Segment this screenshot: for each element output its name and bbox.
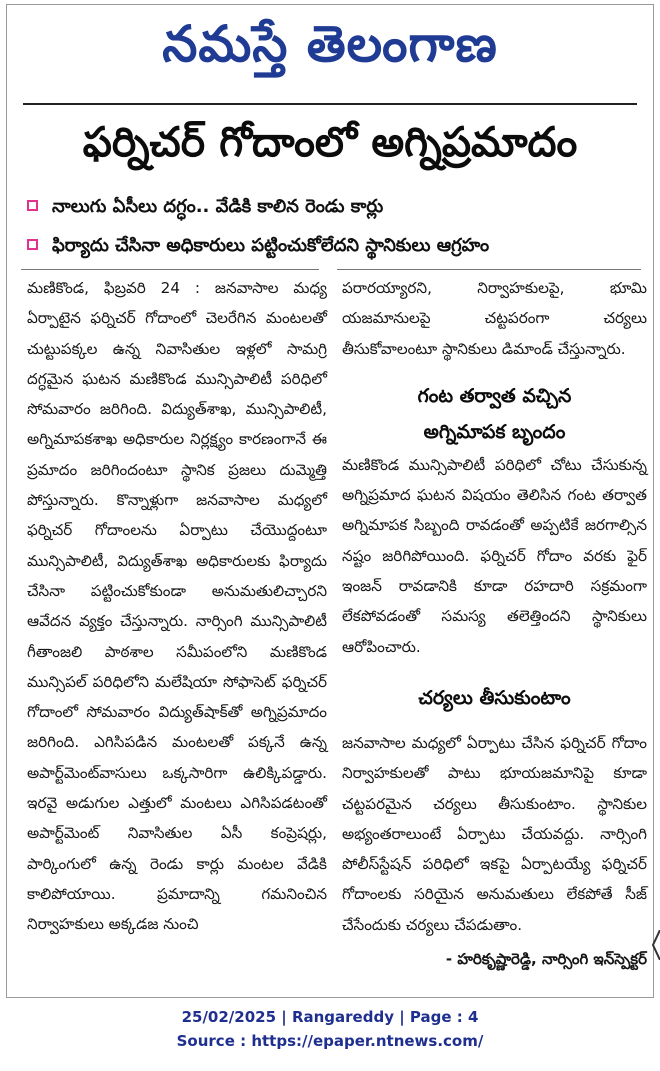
section-heading-fire-team-line1: గంట తర్వాత వచ్చిన [417, 384, 572, 407]
article-left-column [27, 273, 327, 940]
section-heading-action: చర్యలు తీసుకుంటాం [418, 686, 571, 709]
headline-divider [23, 103, 637, 105]
square-bullet-icon [27, 200, 38, 211]
masthead-logo: నమస్తే తెలంగాణ [162, 15, 498, 73]
newspaper-clipping [6, 4, 654, 998]
subheadline-1 [27, 192, 641, 222]
quote-signature: - హరికృష్ణారెడ్డి, నార్సింగి ఇన్‌స్పెక్టర్ [445, 950, 647, 969]
subheadline-text: నాలుగు ఏసీలు దగ్ధం.. వేడికి కాలిన రెండు కార్లు [52, 196, 384, 217]
square-bullet-icon [27, 239, 38, 250]
footer-source-link[interactable]: Source : https://epaper.ntnews.com/ [176, 1032, 484, 1050]
edge-chevron-icon [650, 930, 660, 960]
article-body-left: మణికొండ, ఫిబ్రవరి 24 : జనవాసాల మధ్య ఏర్పాటైన ఫర్నిచర్ గోదాంలో చెలరేగిన మంటలతో చుట్టుపక్కల ఉన్న నివాసితుల ఇళ్లలో సామగ్రి దగ్ధమైన ఘటన మణికొండ మున్సిపాలిటీ పరిధిలో సోమవారం జరిగింది. విద్యుత్‌శాఖ, మున్సిపాలిటీ, అగ్నిమాపకశాఖ అధికారుల నిర్లక్ష్యం కారణంగానే ఈ ప్రమాదం జరిగిందంటూ స్థానిక ప్రజలు దుమ్మెత్తి పోస్తున్నారు. కొన్నాళ్లుగా జనవాసాల మధ్యలో ఫర్నిచర్ గోదాంలను ఏర్పాటు చేయొద్దంటూ మున్సిపాలిటీ, విద్యుత్‌శాఖ అధికారులకు ఫిర్యాదు చేసినా పట్టించుకోకుండా అనుమతులిచ్చారని ఆవేదన వ్యక్తం చేస్తున్నారు. నార్సింగి మున్సిపాలిటీ గీతాంజలి పాఠశాల సమీపంలోని మణికొండ మున్సిపల్ పరిధిలోని మలేషియా సోఫాసెట్ ఫర్నిచర్ గోదాంలో సోమవారం విద్యుత్‌షాక్‌తో అగ్నిప్రమాదం జరిగింది. ఎగిసిపడిన మంటలతో పక్కనే ఉన్న అపార్ట్‌మెంట్‌వాసులు ఒక్కసారిగా ఉలిక్కిపడ్డారు. ఇరవై అడుగుల ఎత్తులో మంటలు ఎగిసిపడటంతో అపార్ట్‌మెంట్ నివాసితుల ఏసీ కంప్రెషర్లు, పార్కింగులో ఉన్న రెండు కార్లు మంటల వేడికి కాలిపోయాయి. ప్రమాదాన్ని గమనించిన నిర్వాహకులు అక్కడజ నుంచి [27, 279, 327, 934]
subheadline-text: ఫిర్యాదు చేసినా అధికారులు పట్టించుకోలేదని స్థానికులు ఆగ్రహం [52, 235, 490, 256]
subheadline-2 [27, 231, 641, 261]
column-top-rule-right [337, 269, 641, 270]
column-top-rule-left [21, 269, 319, 270]
article-headline: ఫర్నిచర్ గోదాంలో అగ్నిప్రమాదం [82, 118, 578, 166]
section-body-fire-team: మణికొండ మున్సిపాలిటీ పరిధిలో చోటు చేసుకున్న అగ్నిప్రమాద ఘటన విషయం తెలిసిన గంట తర్వాత అగ్నిమాపక సిబ్బంది రావడంతో అప్పటికే జరగాల్సిన నష్టం జరిగిపోయింది. ఫర్నిచర్ గోదాం వరకు ఫైర్ ఇంజన్ రావడానికి కూడా రహదారి సక్రమంగా లేకపోవడంతో సమస్య తలెత్తిందని స్థానికులు ఆరోపించారు. [342, 455, 647, 656]
footer-date-edition: 25/02/2025 | Rangareddy | Page : 4 [181, 1008, 479, 1026]
article-right-column [342, 273, 647, 974]
section-body-action: జనవాసాల మధ్యలో ఏర్పాటు చేసిన ఫర్నిచర్ గోదాం నిర్వాహకులతో పాటు భూయజమానిపై కూడా చట్టపరమైన చర్యలు తీసుకుంటాం. స్థానికుల అభ్యంతరాలుంటే ఏర్పాటు చేయవద్దు. నార్సింగి పోలీస్‌స్టేషన్ పరిధిలో ఇకపై ఏర్పాటయ్యే ఫర్నిచర్ గోదాంలకు సరియైన అనుమతులు లేకపోతే సీజ్ చేసేందుకు చర్యలు చేపడుతాం. [342, 733, 647, 934]
article-body-right-intro: పరారయ్యారని, నిర్వాహకులపై, భూమి యజమానులపై చట్టపరంగా చర్యలు తీసుకోవాలంటూ స్థానికులు డిమాండ్ చేస్తున్నారు. [342, 279, 647, 358]
section-heading-fire-team-line2: అగ్నిమాపక బృందం [423, 420, 566, 443]
